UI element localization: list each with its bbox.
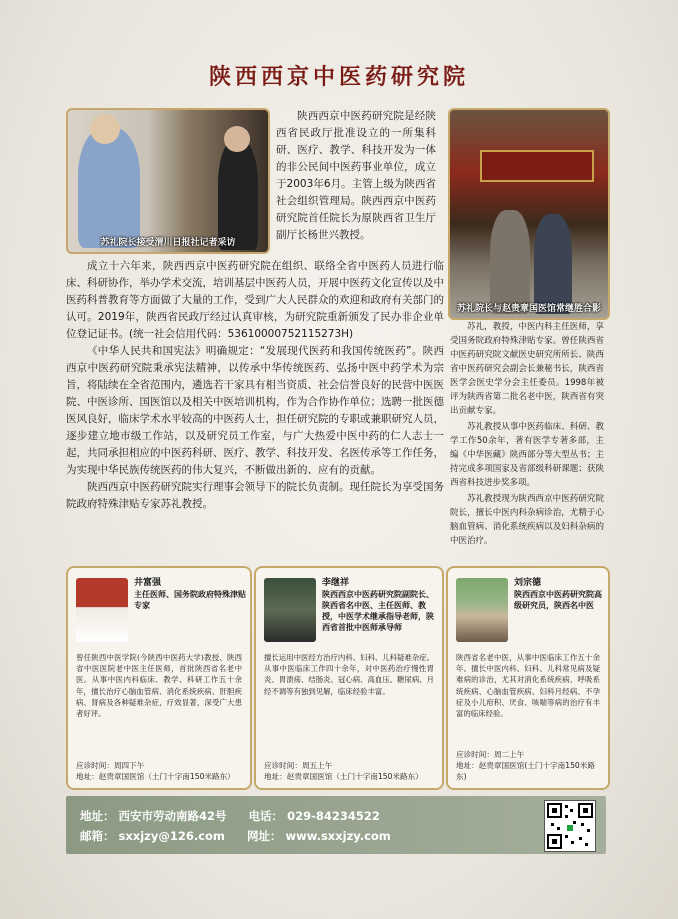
main-paragraph-3: 陕西西京中医药研究院实行理事会领导下的院长负责制。现任院长为享受国务院政府特殊津贴专家苏礼教授。 [66,481,444,510]
qr-code-icon [544,800,596,852]
doctor-3-bio: 陕西省名老中医，从事中医临床工作五十余年。擅长中医内科、妇科、儿科常见病及疑难病的诊治，尤其对消化系统疾病、呼吸系统疾病、心脑血管疾病、妇科月经病、不孕症及小儿疳积、厌食、咳喘等病的治疗有丰富的临床经验。 [456,653,600,719]
doctor-3-schedule: 应诊时间：周二上午 地址：赵贵章国医馆(土门十字南150米路东) [456,750,595,781]
doctor-3-header [514,578,604,611]
doctor-1-name: 井富强 [134,578,162,588]
person-right-figure [534,214,572,314]
doctor-1-schedule: 应诊时间：周四下午 地址：赵贵章国医馆（土门十字南150米路东） [76,761,235,781]
doctor-3-name: 刘宗德 [514,578,542,588]
interview-photo [66,108,270,254]
intro-paragraph: 陕西西京中医药研究院是经陕西省民政厅批准设立的一所集科研、医疗、教学、科技开发为一体的非公民间中医药事业单位，成立于2003年6月。主管上级为陕西省社会组织管理局。陕西西京中医药研究院首任院长为原陕西省卫生厅副厅长杨世兴教授。 [276,110,436,241]
side-paragraph-2: 苏礼教授从事中医药临床、科研、教学工作50余年，著有医学专著多部，主编《中华医藏》陕西部分等大型丛书；主持完成多项国家及省部级科研课题；获陕西省科技进步奖多项。 [450,422,604,488]
elder-figure [78,128,140,248]
phone-label: 电话： [248,809,284,823]
doctor-1-header [134,578,246,611]
photo2-caption: 苏礼院长与赵贵章国医馆常继胜合影 [456,304,601,314]
doctor-2-photo [264,578,316,642]
footer-row-2 [80,828,391,844]
phone-value: 029-84234522 [287,809,380,823]
doctor-2-schedule: 应诊时间：周五上午 地址：赵贵章国医馆（土门十字南150米路东） [264,761,423,781]
doctor-2-name: 李继祥 [322,578,350,588]
side-paragraph-3: 苏礼教授现为陕西西京中医药研究院院长，擅长中医内科杂病诊治，尤精于心脑血管病、消化系统疾病以及妇科杂病的中医治疗。 [450,494,604,546]
email-label: 邮箱： [80,829,115,843]
main-paragraph-1: 成立十六年来，陕西西京中医药研究院在组织、联络全省中医药人员进行临床、科研协作，举办学术交流，培训基层中医药人员，开展中医药文化宣传以及中医药科普教育等方面做了大量的工作，受到广大人民群众的欢迎和政府有关部门的认可。2019年，陕西省民政厅经过认真审核，为研究院重新颁发了民办非企业单位登记证书。(统一社会信用代码：53610000752115273H) [66,260,444,340]
doctor-1-photo [76,578,128,642]
side-paragraph-1: 苏礼，教授，中医内科主任医师，享受国务院政府特殊津贴专家。曾任陕西省中医药研究院文献医史研究所所长、陕西省中医药研究会副会长兼秘书长，陕西省医学会医史学分会主任委员。1998年被评为陕西省第二批名老中医，陕西省有突出贡献专家。 [450,322,604,416]
clinic-signboard [480,150,594,182]
doctor-3-title: 陕西西京中医药研究院高级研究员，陕西名中医 [514,590,602,610]
website-label: 网址： [246,829,282,843]
contact-footer [66,796,606,854]
address-value: 西安市劳动南路42号 [118,809,227,823]
doctor-1-title: 主任医师、国务院政府特殊津贴专家 [134,590,246,610]
person-left-figure [490,210,530,314]
footer-row-1 [80,808,380,824]
elder-head [90,114,120,144]
page-title: 陕西西京中医药研究院 [208,64,469,90]
email-value[interactable]: sxxjzy@126.com [118,829,225,843]
doctor-2-bio: 擅长运用中医经方治疗内科、妇科、儿科疑难杂症。从事中医临床工作四十余年，对中医药治疗慢性胃炎、胃溃疡、结肠炎、冠心病、高血压、糖尿病、月经不调等有独到见解，临床经验丰富。 [264,653,434,696]
intro-text [276,108,436,244]
doctor-1-bio: 曾任陕西中医学院(今陕西中医药大学)教授、陕西省中医医院老中医主任医师，首批陕西省名老中医。从事中医内科临床、教学、科研工作五十余年，擅长治疗心脑血管病、消化系统疾病、肝胆疾病、肾病及各种疑难杂症，疗效显著，深受广大患者好评。 [76,653,242,719]
doctor-card-3 [446,566,610,790]
side-text [450,320,604,550]
address-label: 地址： [80,809,115,823]
website-value[interactable]: www.sxxjzy.com [285,829,391,843]
doctor-2-header [322,578,438,633]
doctor-card-1 [66,566,252,790]
doctor-card-2 [254,566,444,790]
reporter-figure [218,140,258,250]
clinic-photo [448,108,610,320]
reporter-head [224,126,250,152]
main-text [66,258,444,513]
doctor-2-title: 陕西西京中医药研究院副院长、陕西省名中医、主任医师、教授，中医学术继承指导老师，陕西省首批中医师承导师 [322,590,434,632]
photo1-caption: 苏礼院长接受渭川日报社记者采访 [100,238,236,248]
main-paragraph-2: 《中华人民共和国宪法》明确规定：“发展现代医药和我国传统医药”。陕西西京中医药研究院秉承宪法精神，以传承中华传统医药、弘扬中医中药学术为宗旨，将陆续在全省范围内，遴选若干家具有相当资质、社会信誉良好的民营中医医院、中医诊所、国医馆以及相关中医培训机构，作为合作协作单位；选聘一批医德医风良好，临床学术水平较高的中医药人士，担任研究院的专职或兼职研究人员，逐步建立地市级工作站，以及研究员工作室，与广大热爱中医中药的仁人志士一起，共同承担相应的中医药科研、医疗、教学、科技开发、名医传承等工作任务，为实现中华民族传统医药的伟大复兴，不断做出新的、应有的贡献。 [66,345,444,476]
doctor-3-photo [456,578,508,642]
